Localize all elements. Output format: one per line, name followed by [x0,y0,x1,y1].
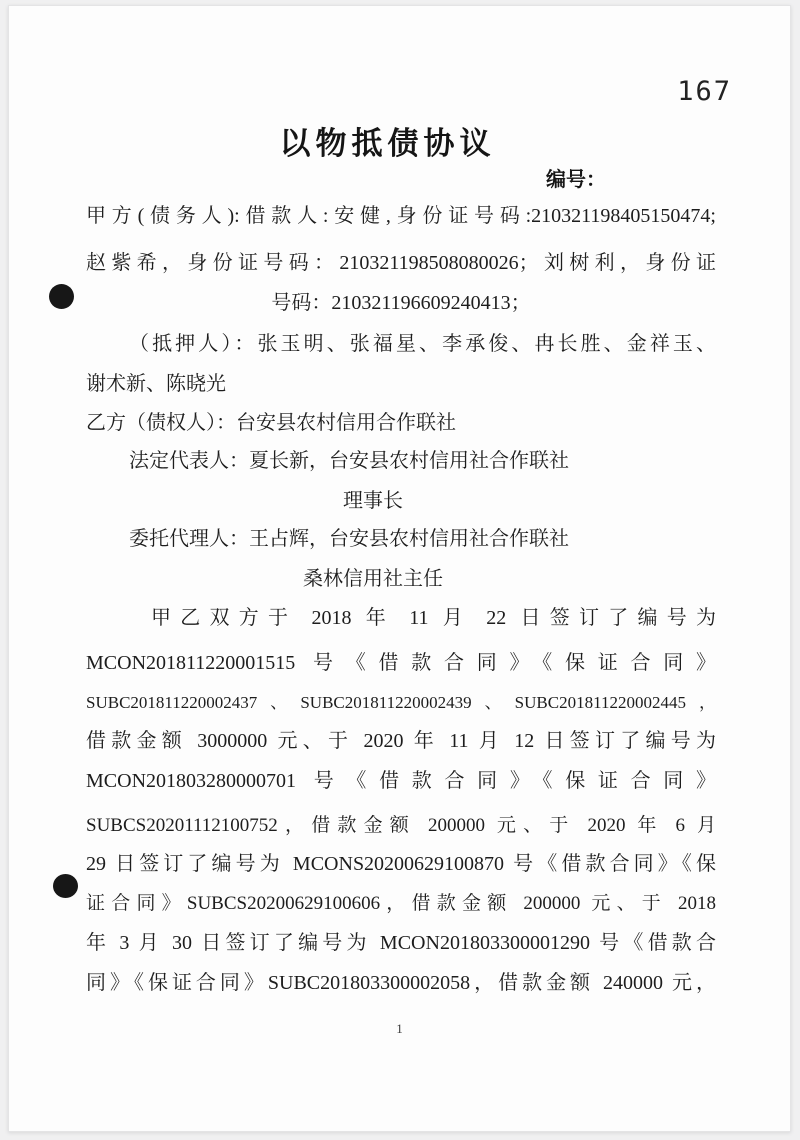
body-line: MCON201803280000701 号《借款合同》《保证合同》 [86,770,716,792]
body-line: 借款金额 3000000 元、于 2020 年 11 月 12 日签订了编号为 [86,730,716,752]
page-corner-number: 167 [677,76,732,107]
body-line: 法定代表人：夏长新，台安县农村信用社合作联社 [129,450,569,472]
body-line: 甲方(债务人):借款人:安健,身份证号码:210321198405150474; [86,205,716,227]
body-line: 甲乙双方于 2018 年 11 月 22 日签订了编号为 [151,607,716,629]
body-line: 29 日签订了编号为 MCONS20200629100870 号《借款合同》《保 [86,853,716,875]
body-line: 桑林信用社主任 [303,568,443,590]
body-line: 号码：210321196609240413； [271,292,531,314]
body-line: 理事长 [343,490,403,512]
body-line: SUBC201811220002437、SUBC201811220002439、SUBC201811220002445， [86,693,716,712]
document-title: 以物抵债协议 [279,126,496,161]
agreement-number-label: 编号： [546,169,606,191]
body-line: MCON201811220001515 号《借款合同》《保证合同》 [86,652,716,674]
body-line: 乙方（债权人）：台安县农村信用合作联社 [86,412,456,434]
body-line: 谢术新、陈晓光 [86,373,226,395]
punch-hole-mark [53,874,78,898]
body-line: 赵紫希，身份证号码：210321198508080026；刘树利，身份证 [86,252,716,274]
body-line: 年 3 月 30 日签订了编号为 MCON201803300001290 号《借款合 [86,932,716,954]
punch-hole-mark [49,284,74,309]
body-line: 同》《保证合同》SUBC201803300002058，借款金额 240000 元， [86,972,716,994]
document-page [8,5,791,1132]
body-line: （抵押人）：张玉明、张福星、李承俊、冉长胜、金祥玉、 [129,333,716,355]
body-line: 委托代理人：王占辉，台安县农村信用社合作联社 [129,528,569,550]
footer-page-number: 1 [396,1021,403,1036]
body-line: 证合同》SUBCS20200629100606，借款金额 200000 元、于 2018 [86,893,716,914]
body-line: SUBCS20201112100752，借款金额 200000 元、于 2020 年 6 月 [86,815,716,836]
